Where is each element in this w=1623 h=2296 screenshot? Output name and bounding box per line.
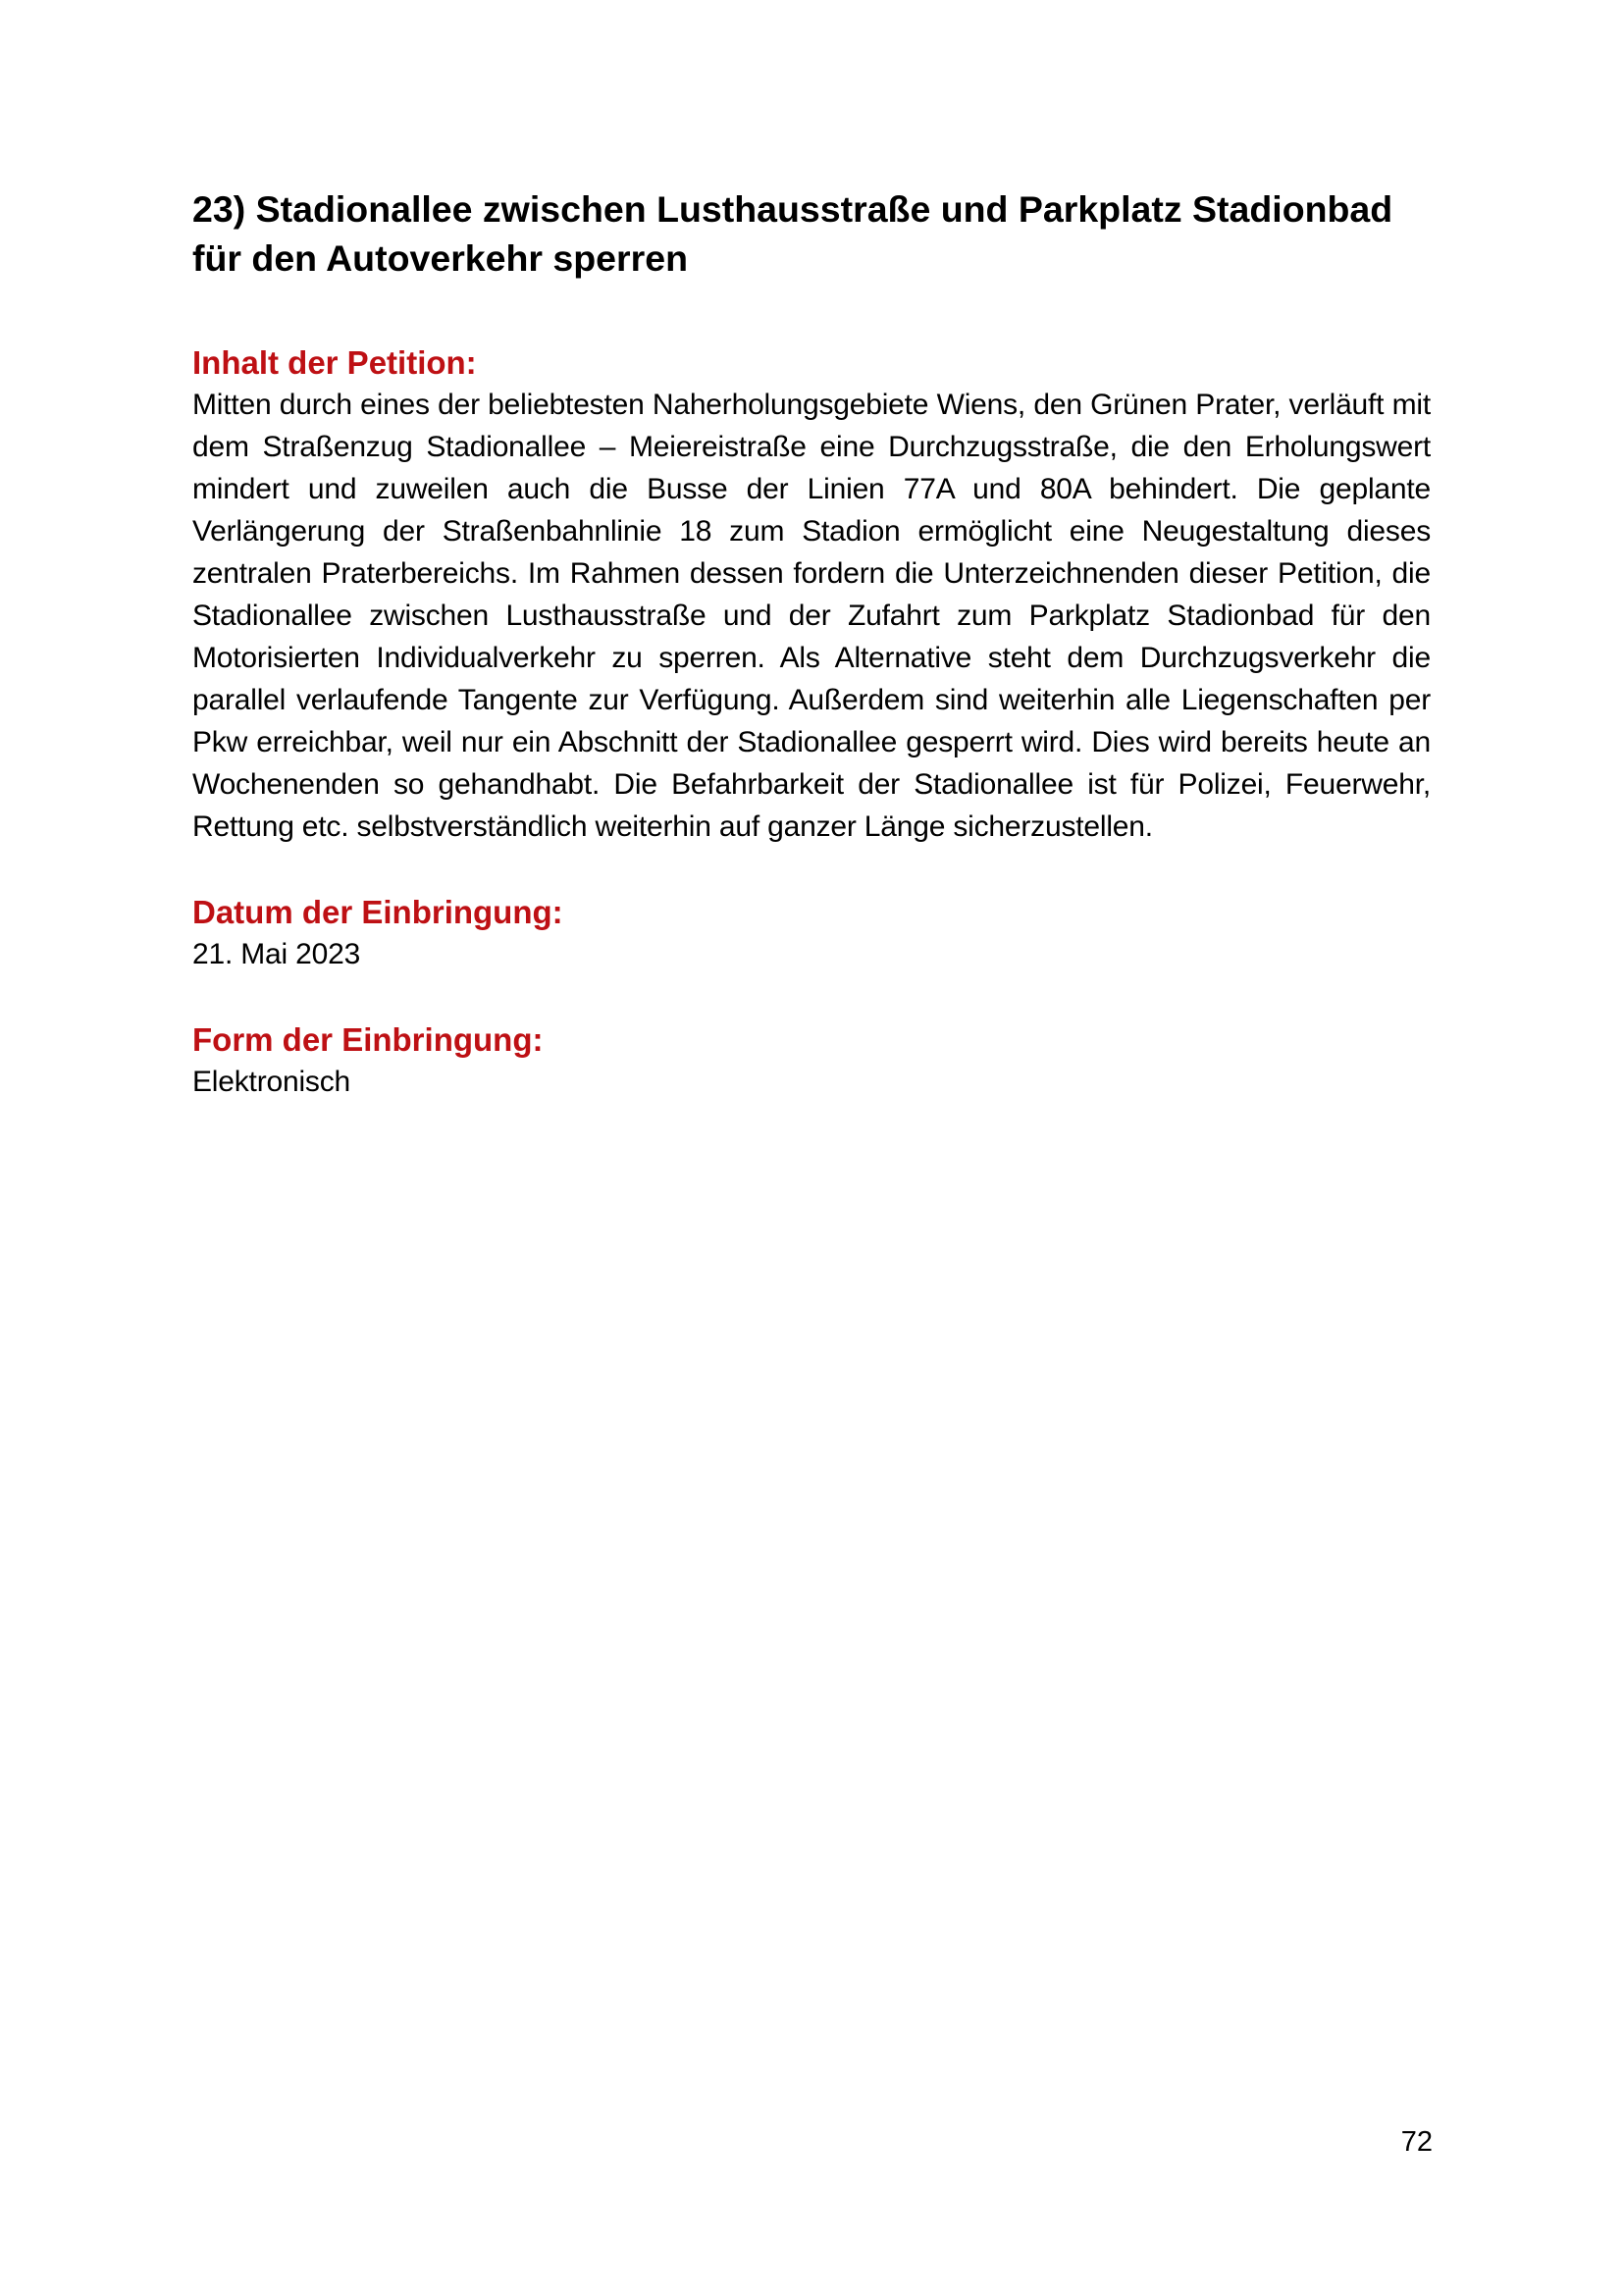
submission-form-text: Elektronisch bbox=[192, 1066, 351, 1098]
section-heading-datum-der-einbringung: Datum der Einbringung: bbox=[192, 894, 563, 930]
page-content bbox=[0, 0, 1623, 1103]
submission-date-text: 21. Mai 2023 bbox=[192, 938, 361, 970]
section-petition-content bbox=[192, 341, 1431, 848]
section-datum-der-einbringung bbox=[192, 891, 1431, 975]
page-number: 72 bbox=[1400, 2126, 1433, 2158]
section-heading-inhalt-der-petition: Inhalt der Petition: bbox=[192, 344, 477, 381]
section-heading-form-der-einbringung: Form der Einbringung: bbox=[192, 1021, 544, 1058]
page-title: 23) Stadionallee zwischen Lusthausstraße und Parkplatz Stadionbad für den Autoverkehr sperren bbox=[192, 188, 1393, 279]
petition-content-text: Mitten durch eines der beliebtesten Naherholungsgebiete Wiens, den Grünen Prater, verläuft mit dem Straßenzug Stadionallee – Meiereistraße eine Durchzugsstraße, die den Erholungswert mindert und zuweilen auch die Busse der Linien 77A und 80A behindert. Die geplante Verlängerung der Straßenbahnlinie 18 zum Stadion ermöglicht eine Neugestaltung dieses zentralen Praterbereichs. Im Rahmen dessen fordern die Unterzeichnenden dieser Petition, die Stadionallee zwischen Lusthausstraße und der Zufahrt zum Parkplatz Stadionbad für den Motorisierten Individualverkehr zu sperren. Als Alternative steht dem Durchzugsverkehr die parallel verlaufende Tangente zur Verfügung. Außerdem sind weiterhin alle Liegenschaften per Pkw erreichbar, weil nur ein Abschnitt der Stadionallee gesperrt wird. Dies wird bereits heute an Wochenenden so gehandhabt. Die Befahrbarkeit der Stadionallee ist für Polizei, Feuerwehr, Rettung etc. selbstverständlich weiterhin auf ganzer Länge sicherzustellen. bbox=[192, 389, 1431, 843]
section-form-der-einbringung bbox=[192, 1018, 1431, 1103]
